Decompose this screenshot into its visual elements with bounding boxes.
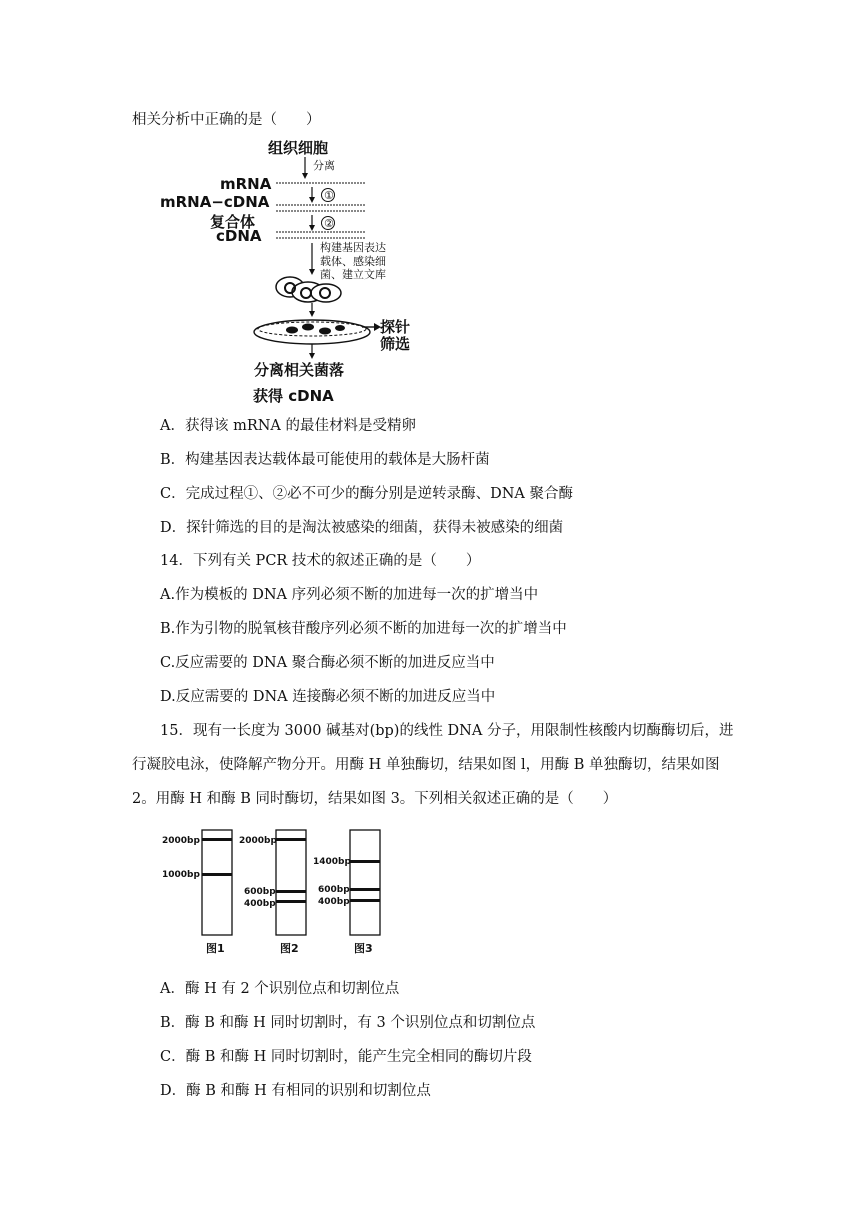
- obtain-label: 获得 cDNA: [253, 387, 334, 405]
- q15-option-c: C．酶 B 和酶 H 同时切割时，能产生完全相同的酶切片段: [160, 1049, 532, 1065]
- q13-option-a: A．获得该 mRNA 的最佳材料是受精卵: [160, 418, 417, 434]
- gel2-label-400: 400bp: [244, 899, 276, 909]
- construct-line-1: 构建基因表达: [320, 241, 386, 254]
- q15-option-d: D．酶 B 和酶 H 有相同的识别和切割位点: [160, 1083, 431, 1099]
- q14-option-d: D.反应需要的 DNA 连接酶必须不断的加进反应当中: [160, 689, 496, 705]
- hybrid-label-1: mRNA−cDNA: [160, 193, 270, 211]
- q15-stem-line-3: 2。用酶 H 和酶 B 同时酶切，结果如图 3。下列相关叙述正确的是（ ）: [132, 791, 618, 807]
- q13-option-d: D．探针筛选的目的是淘汰被感染的细菌，获得未被感染的细菌: [160, 520, 564, 536]
- gel3-label-400: 400bp: [318, 897, 350, 907]
- step1-marker: ①: [324, 189, 334, 202]
- q13-stem-tail: 相关分析中正确的是（ ）: [132, 112, 321, 128]
- gel3-band-1400: [350, 860, 380, 863]
- mrna-label: mRNA: [220, 175, 272, 193]
- q13-option-c: C．完成过程①、②必不可少的酶分别是逆转录酶、DNA 聚合酶: [160, 486, 573, 502]
- probe-label-1: 探针: [380, 318, 411, 336]
- gel2-band-600: [276, 890, 306, 893]
- probe-label-2: 筛选: [380, 335, 411, 353]
- q13-option-b: B．构建基因表达载体最可能使用的载体是大肠杆菌: [160, 452, 490, 468]
- construct-line-2: 载体、感染细: [320, 255, 386, 268]
- gel3-label-1400: 1400bp: [313, 857, 351, 867]
- gel1-label-2000: 2000bp: [162, 836, 200, 846]
- q14-option-a: A.作为模板的 DNA 序列必须不断的加进每一次的扩增当中: [160, 587, 539, 603]
- gel-electrophoresis-figure: [160, 826, 400, 961]
- gel-2: [239, 830, 306, 955]
- gel1-band-1000: [202, 873, 232, 876]
- q14-option-b: B.作为引物的脱氧核苷酸序列必须不断的加进每一次的扩增当中: [160, 621, 567, 637]
- gel3-band-400: [350, 899, 380, 902]
- gel3-label-600: 600bp: [318, 885, 350, 895]
- q15-option-a: A．酶 H 有 2 个识别位点和切割位点: [160, 981, 400, 997]
- tissue-label: 组织细胞: [268, 139, 329, 157]
- cdna-library-diagram: [150, 135, 450, 405]
- hybrid-label-2: 复合体: [210, 213, 256, 231]
- gel2-band-400: [276, 900, 306, 903]
- cdna-label: cDNA: [216, 227, 262, 245]
- step2-marker: ②: [324, 217, 334, 230]
- gel-1: [162, 830, 232, 955]
- gel1-band-2000: [202, 838, 232, 841]
- isolate-label: 分离相关菌落: [254, 361, 345, 379]
- q15-stem-line-1: 15．现有一长度为 3000 碱基对(bp)的线性 DNA 分子，用限制性核酸内切酶酶切后，进: [160, 723, 734, 739]
- gel3-caption: 图3: [354, 942, 373, 955]
- gel-3: [313, 830, 380, 955]
- petri-dish-icon: [254, 320, 370, 344]
- gel2-label-2000: 2000bp: [239, 836, 277, 846]
- gel2-caption: 图2: [280, 942, 299, 955]
- q14-option-c: C.反应需要的 DNA 聚合酶必须不断的加进反应当中: [160, 655, 495, 671]
- separate-label: 分离: [313, 159, 335, 172]
- q15-stem-line-2: 行凝胶电泳，使降解产物分开。用酶 H 单独酶切，结果如图 l，用酶 B 单独酶切，结果如图: [132, 757, 720, 773]
- gel1-label-1000: 1000bp: [162, 870, 200, 880]
- gel2-label-600: 600bp: [244, 887, 276, 897]
- q14-stem: 14．下列有关 PCR 技术的叙述正确的是（ ）: [160, 553, 481, 569]
- gel1-caption: 图1: [206, 942, 225, 955]
- gel3-band-600: [350, 888, 380, 891]
- q15-option-b: B．酶 B 和酶 H 同时切割时，有 3 个识别位点和切割位点: [160, 1015, 536, 1031]
- construct-line-3: 菌、建立文库: [320, 268, 386, 281]
- gel2-band-2000: [276, 838, 306, 841]
